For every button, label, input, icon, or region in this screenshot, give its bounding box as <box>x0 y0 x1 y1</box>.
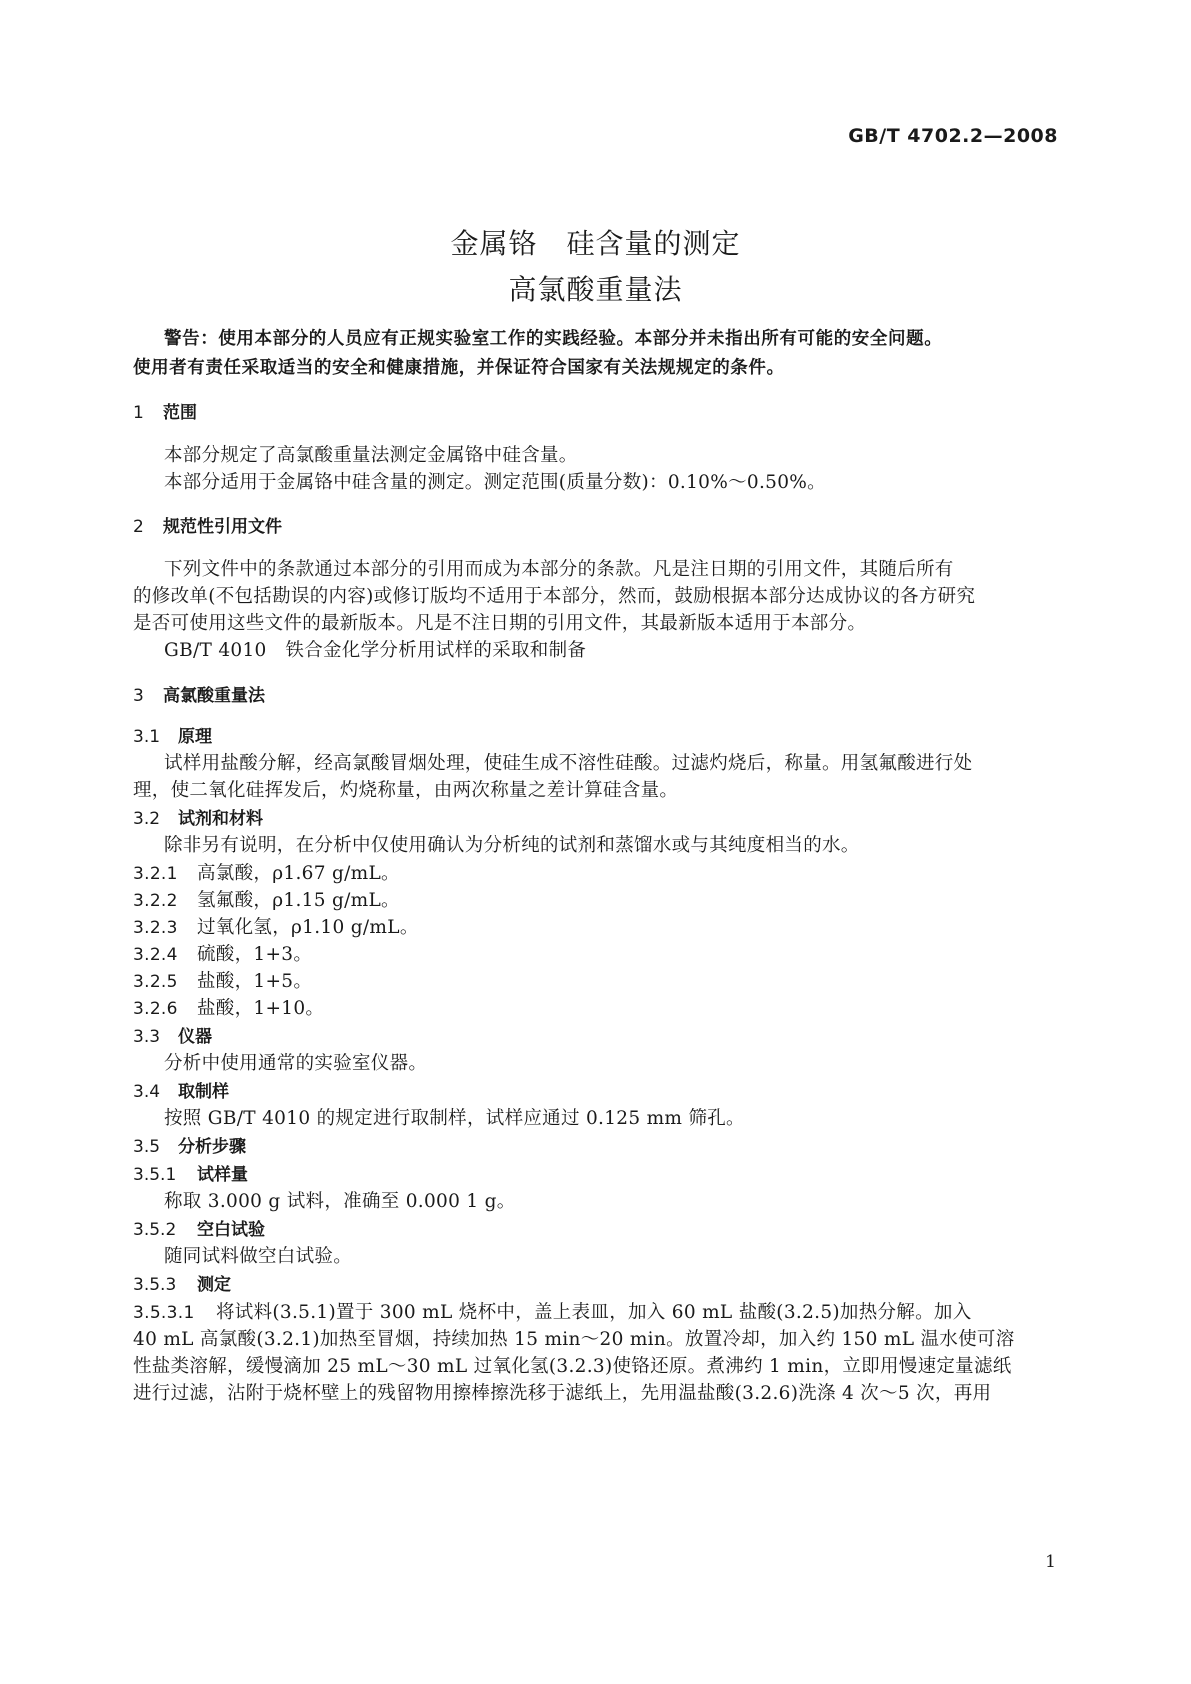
section-number: 3 <box>133 686 144 706</box>
procedure-text: 将试料(3.5.1)置于 300 mL 烧杯中，盖上表皿，加入 60 mL 盐酸(3.2.5)加热分解。加入 <box>216 1302 972 1323</box>
reagent-item <box>133 969 312 995</box>
section-number: 3.5.3.1 <box>133 1303 195 1323</box>
section-2-heading <box>133 514 282 540</box>
reagent-item <box>133 888 400 914</box>
section-title: 取制样 <box>178 1082 229 1102</box>
section-1-paragraph-1: 本部分规定了高氯酸重量法测定金属铬中硅含量。 <box>164 445 578 466</box>
reagent-item <box>133 861 400 887</box>
page-number: 1 <box>1045 1552 1056 1572</box>
section-3-2-intro: 除非另有说明，在分析中仅使用确认为分析纯的试剂和蒸馏水或与其纯度相当的水。 <box>164 835 860 856</box>
section-2-paragraph-line3: 是否可使用这些文件的最新版本。凡是不注日期的引用文件，其最新版本适用于本部分。 <box>133 613 867 634</box>
section-number: 3.2 <box>133 809 161 829</box>
section-3-5-3-1-line1 <box>133 1300 972 1326</box>
warning-line2: 使用者有责任采取适当的安全和健康措施，并保证符合国家有关法规规定的条件。 <box>133 358 785 378</box>
reagent-number: 3.2.5 <box>133 972 178 992</box>
section-2-paragraph-line1: 下列文件中的条款通过本部分的引用而成为本部分的条款。凡是注日期的引用文件，其随后所有 <box>164 559 954 580</box>
section-3-5-3-1-line2: 40 mL 高氯酸(3.2.1)加热至冒烟，持续加热 15 min～20 min。放置冷却，加入约 150 mL 温水使可溶 <box>133 1329 1015 1350</box>
reagent-number: 3.2.1 <box>133 864 178 884</box>
section-2-paragraph-line2: 的修改单(不包括勘误的内容)或修订版均不适用于本部分，然而，鼓励根据本部分达成协议的各方研究 <box>133 586 976 607</box>
section-title: 试样量 <box>197 1165 248 1185</box>
section-title: 原理 <box>178 727 212 747</box>
section-number: 3.5.1 <box>133 1165 177 1185</box>
section-title: 范围 <box>163 403 197 423</box>
section-title: 测定 <box>197 1275 231 1295</box>
section-title: 分析步骤 <box>178 1137 246 1157</box>
normative-reference: GB/T 4010 铁合金化学分析用试样的采取和制备 <box>164 640 587 661</box>
standard-number: GB/T 4702.2—2008 <box>848 125 1058 147</box>
section-title: 空白试验 <box>197 1220 265 1240</box>
section-title: 规范性引用文件 <box>163 517 282 537</box>
document-title-line1: 金属铬 硅含量的测定 <box>450 227 741 260</box>
section-3-5-heading <box>133 1134 246 1160</box>
reagent-text: 盐酸，1+10。 <box>197 998 325 1019</box>
section-3-3-heading <box>133 1024 212 1050</box>
reagent-number: 3.2.2 <box>133 891 178 911</box>
reagent-item <box>133 996 324 1022</box>
section-number: 3.5.3 <box>133 1275 177 1295</box>
reagent-number: 3.2.6 <box>133 999 178 1019</box>
reagent-item <box>133 915 419 941</box>
section-number: 3.3 <box>133 1027 161 1047</box>
section-1-paragraph-2: 本部分适用于金属铬中硅含量的测定。测定范围(质量分数)：0.10%～0.50%。 <box>164 472 826 493</box>
section-3-5-1-text: 称取 3.000 g 试料，准确至 0.000 1 g。 <box>164 1191 516 1212</box>
section-number: 3.5 <box>133 1137 161 1157</box>
reagent-number: 3.2.3 <box>133 918 178 938</box>
section-3-5-2-text: 随同试料做空白试验。 <box>164 1246 353 1267</box>
section-3-5-1-heading <box>133 1162 248 1188</box>
reagent-text: 过氧化氢，ρ1.10 g/mL。 <box>197 917 419 938</box>
reagent-number: 3.2.4 <box>133 945 178 965</box>
section-3-5-3-1-line3: 性盐类溶解，缓慢滴加 25 mL～30 mL 过氧化氢(3.2.3)使铬还原。煮沸约 1 min，立即用慢速定量滤纸 <box>133 1356 1012 1377</box>
reagent-text: 盐酸，1+5。 <box>197 971 313 992</box>
section-3-1-heading <box>133 724 212 750</box>
section-number: 3.4 <box>133 1082 161 1102</box>
reagent-text: 硫酸，1+3。 <box>197 944 313 965</box>
section-number: 3.1 <box>133 727 161 747</box>
section-title: 高氯酸重量法 <box>163 686 265 706</box>
section-3-heading <box>133 683 265 709</box>
section-number: 2 <box>133 517 144 537</box>
section-3-5-2-heading <box>133 1217 265 1243</box>
reagent-text: 氢氟酸，ρ1.15 g/mL。 <box>197 890 400 911</box>
section-3-1-line1: 试样用盐酸分解，经高氯酸冒烟处理，使硅生成不溶性硅酸。过滤灼烧后，称量。用氢氟酸进行处 <box>164 753 973 774</box>
section-3-4-text: 按照 GB/T 4010 的规定进行取制样，试样应通过 0.125 mm 筛孔。 <box>164 1108 745 1129</box>
section-3-3-text: 分析中使用通常的实验室仪器。 <box>164 1053 428 1074</box>
section-3-2-heading <box>133 806 263 832</box>
section-1-heading <box>133 400 197 426</box>
section-3-5-3-heading <box>133 1272 231 1298</box>
warning-line1: 警告：使用本部分的人员应有正规实验室工作的实践经验。本部分并未指出所有可能的安全问题。 <box>164 329 943 349</box>
section-title: 试剂和材料 <box>178 809 263 829</box>
section-number: 3.5.2 <box>133 1220 177 1240</box>
section-3-5-3-1-line4: 进行过滤，沾附于烧杯壁上的残留物用擦棒擦洗移于滤纸上，先用温盐酸(3.2.6)洗涤 4 次～5 次，再用 <box>133 1383 992 1404</box>
document-title-line2: 高氯酸重量法 <box>508 273 683 306</box>
section-number: 1 <box>133 403 144 423</box>
section-title: 仪器 <box>178 1027 212 1047</box>
reagent-item <box>133 942 312 968</box>
section-3-4-heading <box>133 1079 229 1105</box>
reagent-text: 高氯酸，ρ1.67 g/mL。 <box>197 863 400 884</box>
section-3-1-line2: 理，使二氧化硅挥发后，灼烧称量，由两次称量之差计算硅含量。 <box>133 780 679 801</box>
